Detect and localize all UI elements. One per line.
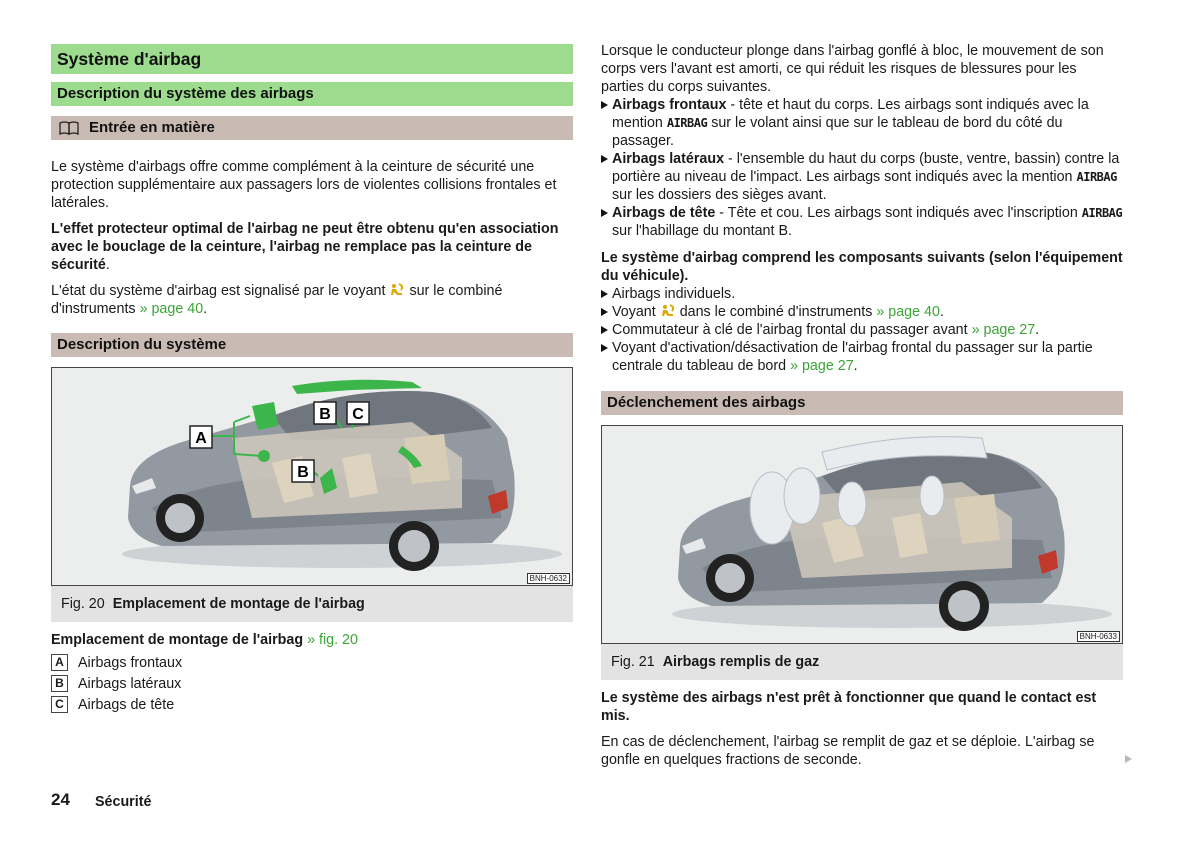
label-a: A — [195, 430, 207, 447]
component-individual: Airbags individuels. — [601, 285, 1123, 303]
deployment-paragraph: En cas de déclenchement, l'airbag se remplit de gaz et se déploie. L'airbag se gonfle en quelques fractions de seconde. — [601, 734, 1095, 768]
ready-notice: Le système des airbags n'est prêt à fonctionner que quand le contact est mis. — [601, 690, 1097, 724]
figure-20-image — [51, 367, 573, 586]
seatbelt-notice: L'effet protecteur optimal de l'airbag ne peut être obtenu qu'en association avec le bouclage de la ceinture, l'airbag ne remplace pas la ceinture de sécurité. — [51, 221, 559, 273]
page-40-link-2[interactable]: » page 40 — [876, 304, 940, 320]
bullet-frontal: Airbags frontaux - tête et haut du corps. Les airbags sont indiqués avec la mention AIRBAG sur le volant ainsi que sur le tableau de bord du côté du passager. — [601, 96, 1123, 150]
bullet-head: Airbags de tête - Tête et cou. Les airbags sont indiqués avec l'inscription AIRBAG sur l'habillage du montant B. — [601, 204, 1123, 240]
legend-item-a: A Airbags frontaux — [51, 652, 573, 673]
component-warning-light: Voyant dans le combiné d'instruments » page 40. — [601, 303, 1123, 321]
airbag-legend — [51, 652, 573, 715]
label-b-top: B — [319, 406, 331, 423]
section-name: Sécurité — [95, 794, 152, 810]
page-27-link[interactable]: » page 27 — [971, 322, 1036, 338]
intro-header — [51, 116, 573, 140]
subsection-title: Description du système des airbags — [51, 82, 573, 106]
left-column — [51, 44, 573, 715]
figure-20-code: BNH-0632 — [527, 573, 570, 584]
page-number: 24 — [51, 790, 70, 809]
page-27-link-2[interactable]: » page 27 — [790, 358, 854, 374]
figure-21-image — [601, 425, 1123, 644]
system-description-header: Description du système — [51, 333, 573, 357]
component-key-switch: Commutateur à clé de l'airbag frontal du passager avant » page 27. — [601, 321, 1123, 339]
next-page-arrow-icon[interactable] — [1125, 755, 1132, 763]
section-title: Système d'airbag — [51, 44, 573, 74]
label-c: C — [352, 406, 364, 423]
component-indicator: Voyant d'activation/désactivation de l'airbag frontal du passager sur la partie centrale du tableau de bord » page 27. — [601, 339, 1123, 375]
legend-item-c: C Airbags de tête — [51, 694, 573, 715]
right-column — [601, 42, 1123, 769]
legend-item-b: B Airbags latéraux — [51, 673, 573, 694]
inflated-airbags-illustration — [602, 426, 1123, 644]
warning-light-paragraph: L'état du système d'airbag est signalisé par le voyant sur le combiné d'instruments » page 40. — [51, 283, 503, 317]
intro-header-label: Entrée en matière — [89, 119, 215, 136]
figure-21-code: BNH-0633 — [1077, 631, 1120, 642]
deployment-header: Déclenchement des airbags — [601, 391, 1123, 415]
book-icon — [59, 121, 79, 135]
figure-20-caption: Fig. 20 Emplacement de montage de l'airbag — [51, 586, 573, 622]
airbag-mark: AIRBAG — [666, 116, 708, 130]
car-cutaway-illustration — [52, 368, 573, 586]
airbag-warning-icon — [389, 283, 405, 297]
page-40-link[interactable]: » page 40 — [139, 301, 204, 317]
intro-paragraph-right: Lorsque le conducteur plonge dans l'airbag gonflé à bloc, le mouvement de son corps vers l'avant est amorti, ce qui réduit les risques de blessures pour les parties du corps suivantes. — [601, 43, 1104, 95]
label-b-bottom: B — [297, 464, 309, 481]
components-heading: Le système d'airbag comprend les composants suivants (selon l'équipement du véhicule). — [601, 250, 1123, 284]
fig-20-link[interactable]: » fig. 20 — [307, 632, 358, 648]
bullet-side: Airbags latéraux - l'ensemble du haut du corps (buste, ventre, bassin) contre la portière au niveau de l'impact. Les airbags sont indiqués avec la mention AIRBAG sur les dossiers des sièges avant. — [601, 150, 1123, 204]
figure-21-caption: Fig. 21 Airbags remplis de gaz — [601, 644, 1123, 680]
intro-paragraph: Le système d'airbags offre comme complément à la ceinture de sécurité une protection supplémentaire aux passagers lors de violentes collisions frontales et latérales. — [51, 159, 557, 211]
install-location-heading: Emplacement de montage de l'airbag » fig. 20 — [51, 632, 358, 648]
airbag-warning-icon — [660, 304, 676, 318]
